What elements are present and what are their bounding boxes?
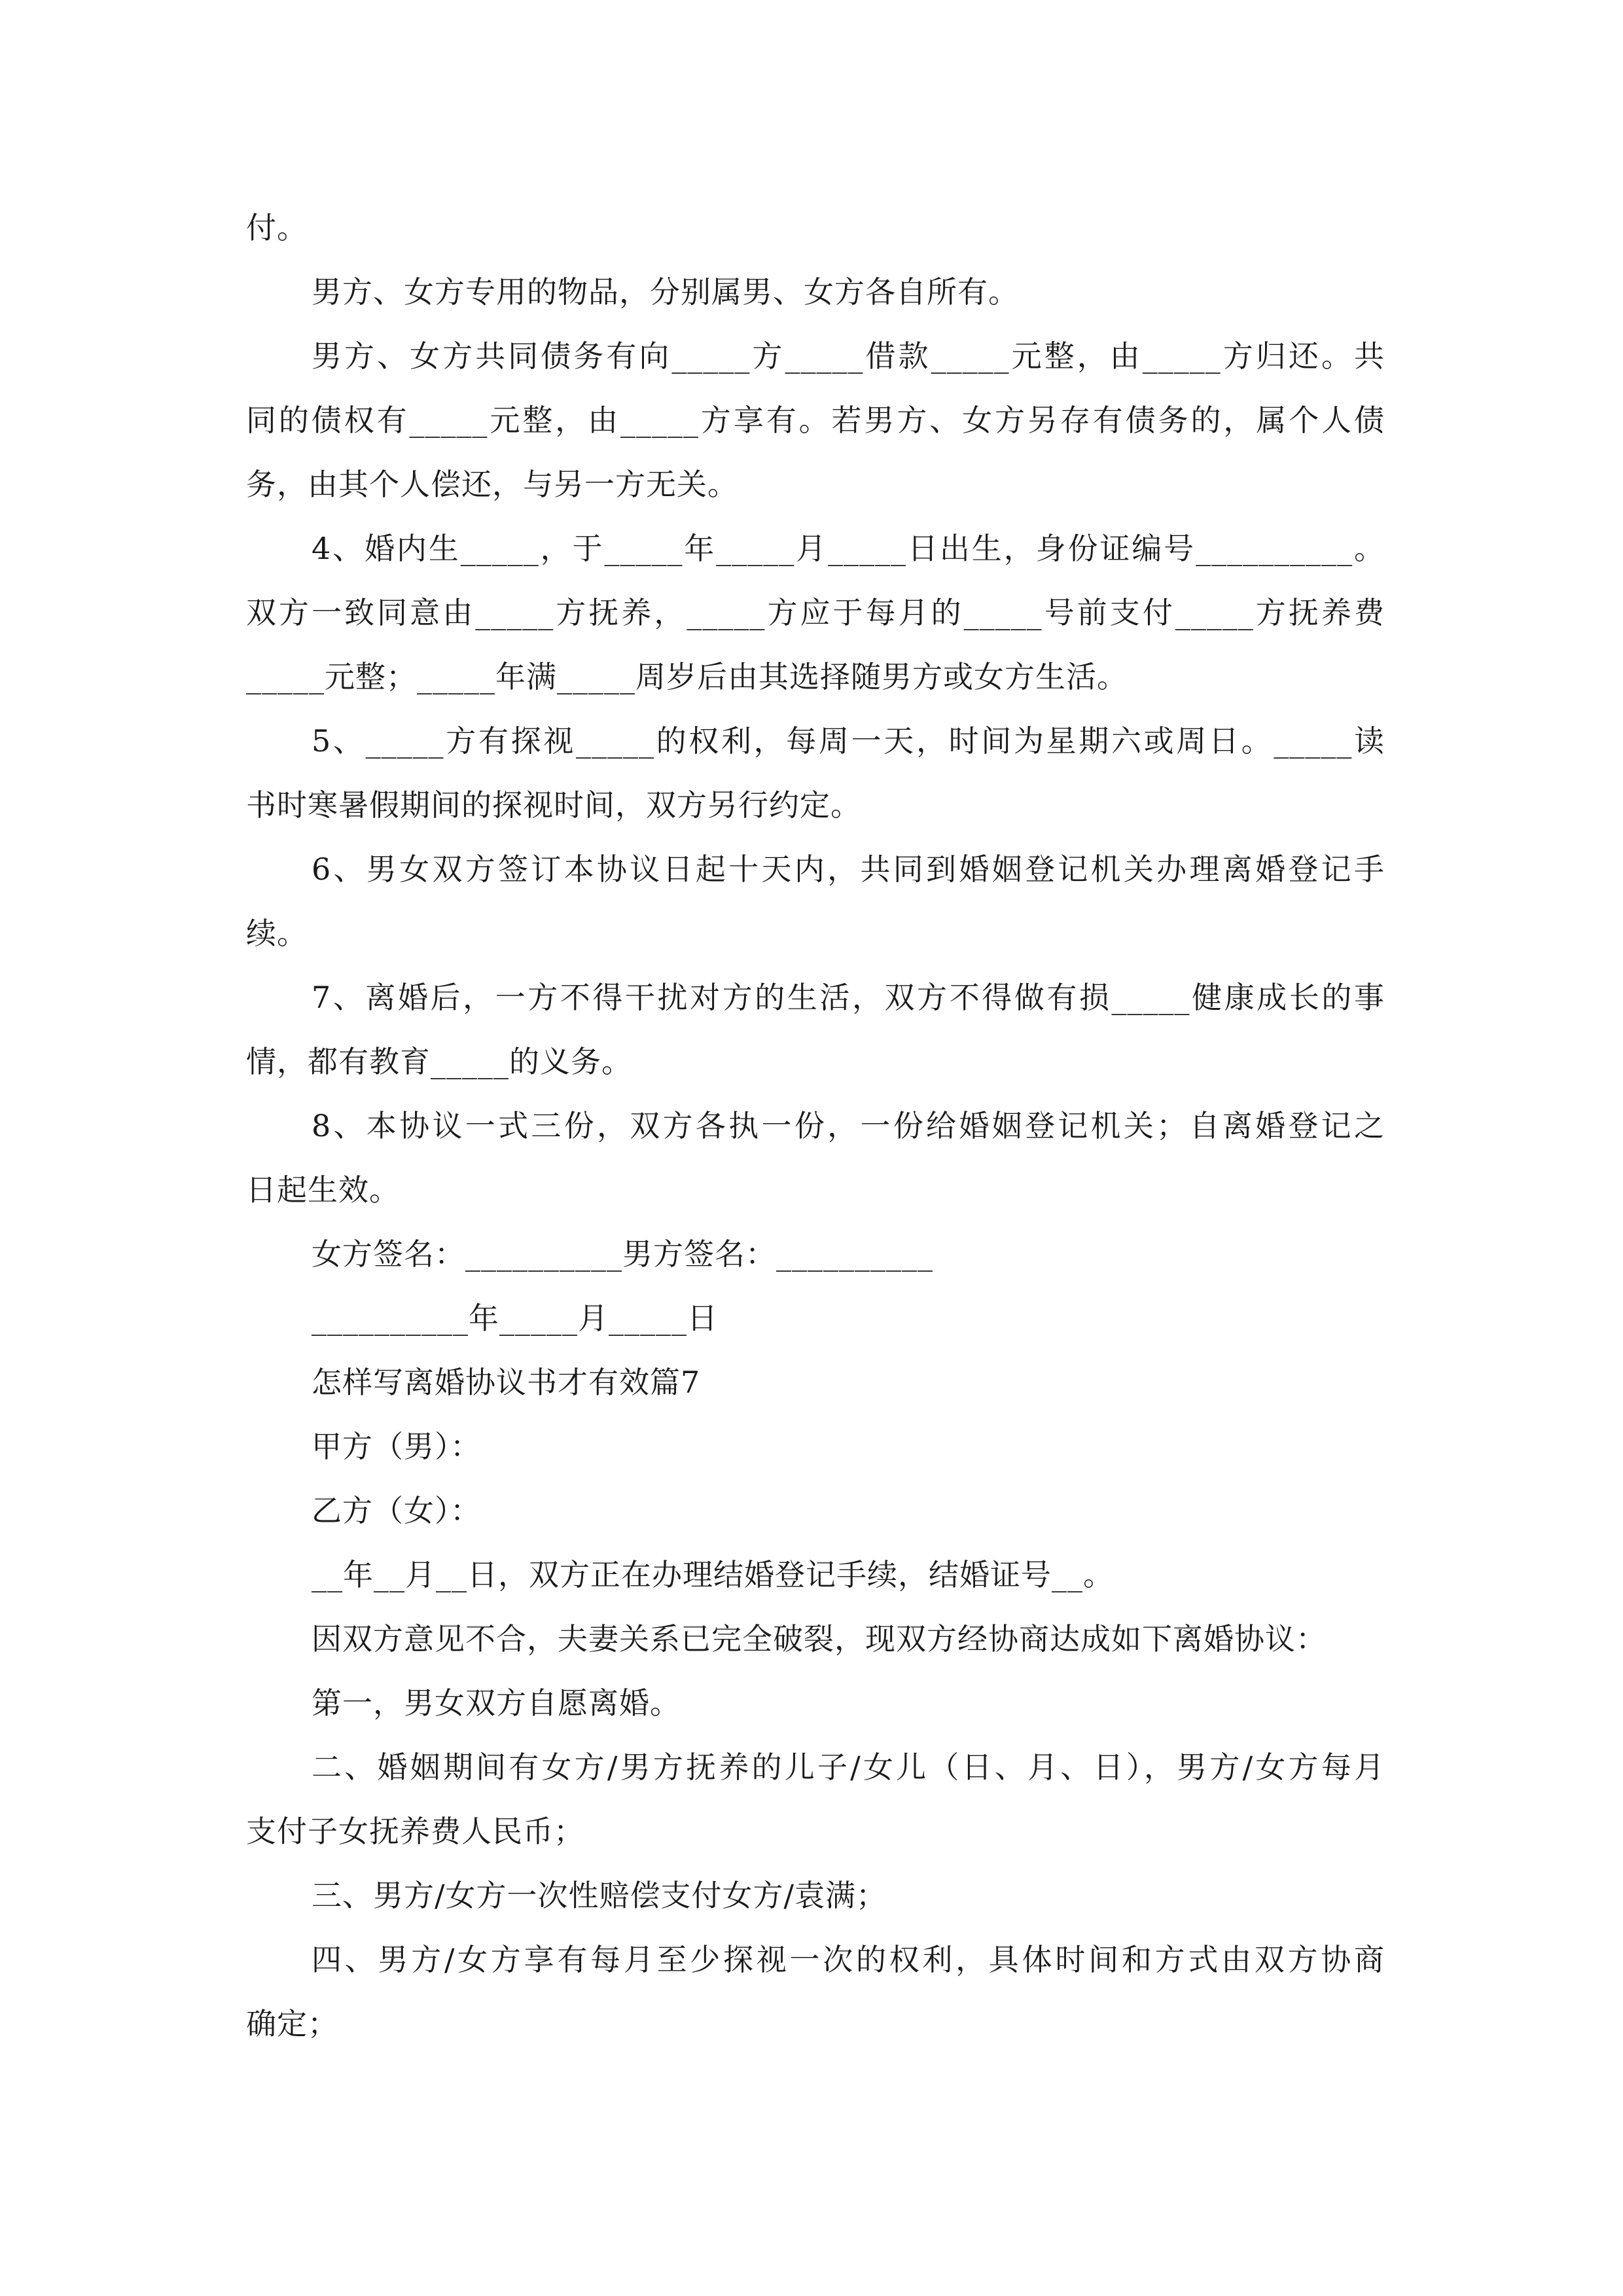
text-line: 男方、女方专用的物品，分别属男、女方各自所有。 (312, 274, 1019, 310)
text-line: 三、男方/女方一次性赔偿支付女方/袁满； (312, 1878, 887, 1913)
text-line: 因双方意见不合，夫妻关系已完全破裂，现双方经协商达成如下离婚协议： (312, 1621, 1327, 1657)
section-title: 怎样写离婚协议书才有效篇7 (312, 1365, 701, 1400)
signature-line: 女方签名：__________男方签名：__________ (312, 1236, 933, 1272)
text-line: 确定； (246, 2006, 338, 2041)
text-line: 甲方（男）： (312, 1429, 481, 1464)
text-line: __年__月__日，双方正在办理结婚登记手续，结婚证号__。 (312, 1557, 1114, 1592)
text-line: 日起生效。 (246, 1172, 400, 1208)
text-line: 四、男方/女方享有每月至少探视一次的权利，具体时间和方式由双方协商 (312, 1942, 1385, 1977)
text-line: 第一，男女双方自愿离婚。 (312, 1685, 681, 1721)
text-line: 6、男女双方签订本协议日起十天内，共同到婚姻登记机关办理离婚登记手 (312, 852, 1385, 887)
text-line: 二、婚姻期间有女方/男方抚养的儿子/女儿（日、月、日），男方/女方每月 (312, 1749, 1385, 1785)
text-line: 乙方（女）： (312, 1493, 481, 1528)
text-line: 同的债权有_____元整，由_____方享有。若男方、女方另存有债务的，属个人债 (246, 403, 1385, 438)
text-line: 书时寒暑假期间的探视时间，双方另行约定。 (246, 787, 861, 823)
date-line: __________年_____月_____日 (312, 1300, 718, 1336)
text-line: 情，都有教育_____的义务。 (246, 1044, 632, 1079)
text-line: 双方一致同意由_____方抚养，_____方应于每月的_____号前支付_____方抚养费 (246, 595, 1385, 630)
text-line: 男方、女方共同债务有向_____方_____借款_____元整，由_____方归还。共 (312, 338, 1385, 374)
text-line: 付。 (246, 210, 308, 245)
text-line: 8、本协议一式三份，双方各执一份，一份给婚姻登记机关；自离婚登记之 (312, 1108, 1385, 1143)
text-line: 支付子女抚养费人民币； (246, 1814, 584, 1849)
text-line: 续。 (246, 916, 308, 951)
text-line: 务，由其个人偿还，与另一方无关。 (246, 467, 738, 502)
text-line: 4、婚内生_____，于_____年_____月_____日出生，身份证编号__________。 (312, 531, 1385, 566)
text-line: 5、_____方有探视_____的权利，每周一天，时间为星期六或周日。_____读 (312, 723, 1385, 759)
text-line: _____元整；_____年满_____周岁后由其选择随男方或女方生活。 (246, 659, 1128, 694)
text-line: 7、离婚后，一方不得干扰对方的生活，双方不得做有损_____健康成长的事 (312, 980, 1385, 1015)
